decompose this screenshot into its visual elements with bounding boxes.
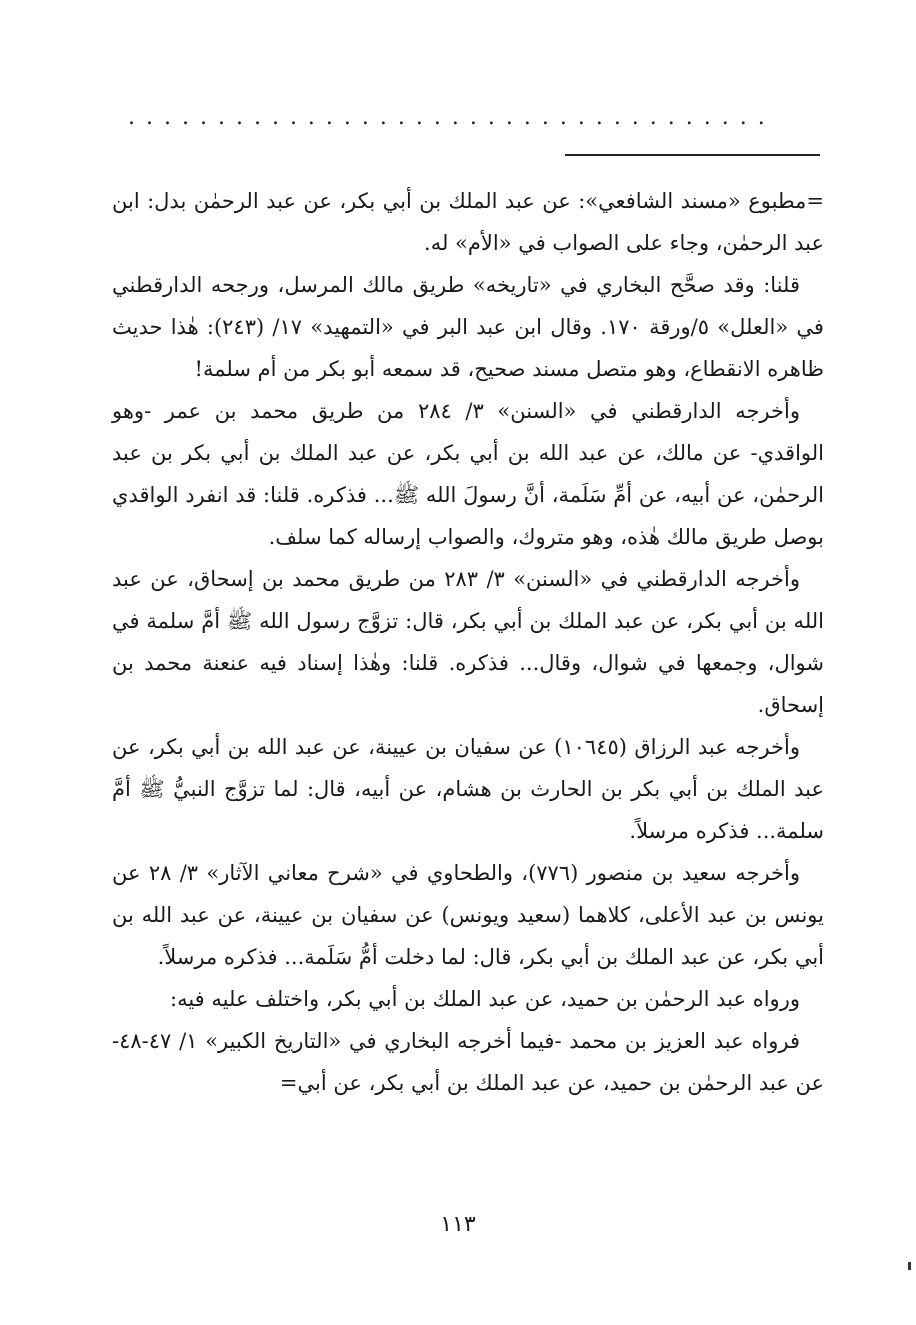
footnote-text [112,180,824,1104]
paragraph-1: =مطبوع «مسند الشافعي»: عن عبد الملك بن أبي بكر، عن عبد الرحمٰن بدل: ابن عبد الرحمٰن، وجاء على الصواب في «الأم» له. [112,189,824,255]
paragraph-3: وأخرجه الدارقطني في «السنن» ٣/ ٢٨٤ من طريق محمد بن عمر -وهو الواقدي- عن مالك، عن عبد الله بن أبي بكر، عن عبد الملك بن أبي بكر بن عبد الرحمٰن، عن أبيه، عن أمِّ سَلَمة، أنَّ رسولَ الله ﷺ... فذكره. قلنا: قد انفرد الواقدي بوصل طريق مالك هٰذه، وهو متروك، والصواب إرساله كما سلف. [112,399,824,549]
paragraph-5: وأخرجه عبد الرزاق (١٠٦٤٥) عن سفيان بن عيينة، عن عبد الله بن أبي بكر، عن عبد الملك بن أبي بكر بن الحارث بن هشام، عن أبيه، قال: لما تزوَّج النبيُّ ﷺ أمَّ سلمة... فذكره مرسلاً. [112,735,824,843]
paragraph-8: فرواه عبد العزيز بن محمد -فيما أخرجه البخاري في «التاريخ الكبير» ١/ ٤٧-٤٨- عن عبد الرحمٰن بن حميد، عن عبد الملك بن أبي بكر، عن أبي= [112,1029,824,1095]
paragraph-2: قلنا: وقد صحَّح البخاري في «تاريخه» طريق مالك المرسل، ورجحه الدارقطني في «العلل» ٥/ورقة ١٧٠. وقال ابن عبد البر في «التمهيد» ١٧/ (٢٤٣): هٰذا حديث ظاهره الانقطاع، وهو متصل مسند صحيح، قد سمعه أبو بكر من أم سلمة! [112,273,824,381]
paragraph-4: وأخرجه الدارقطني في «السنن» ٣/ ٢٨٣ من طريق محمد بن إسحاق، عن عبد الله بن أبي بكر، عن عبد الملك بن أبي بكر، قال: تزوَّج رسول الله ﷺ أمَّ سلمة في شوال، وجمعها في شوال، وقال... فذكره. قلنا: وهٰذا إسناد فيه عنعنة محمد بن إسحاق. [112,567,824,717]
footnote-rule [565,154,820,156]
dotted-separator: .................................... [128,108,776,128]
page-number: ١١٣ [440,1212,476,1237]
paragraph-6: وأخرجه سعيد بن منصور (٧٧٦)، والطحاوي في «شرح معاني الآثار» ٣/ ٢٨ عن يونس بن عبد الأعلى، كلاهما (سعيد ويونس) عن سفيان بن عيينة، عن عبد الله بن أبي بكر، عن عبد الملك بن أبي بكر، قال: لما دخلت أمُّ سَلَمة... فذكره مرسلاً. [112,861,824,969]
scan-edge-mark [908,1262,911,1270]
paragraph-7: ورواه عبد الرحمٰن بن حميد، عن عبد الملك بن أبي بكر، واختلف عليه فيه: [170,987,800,1011]
